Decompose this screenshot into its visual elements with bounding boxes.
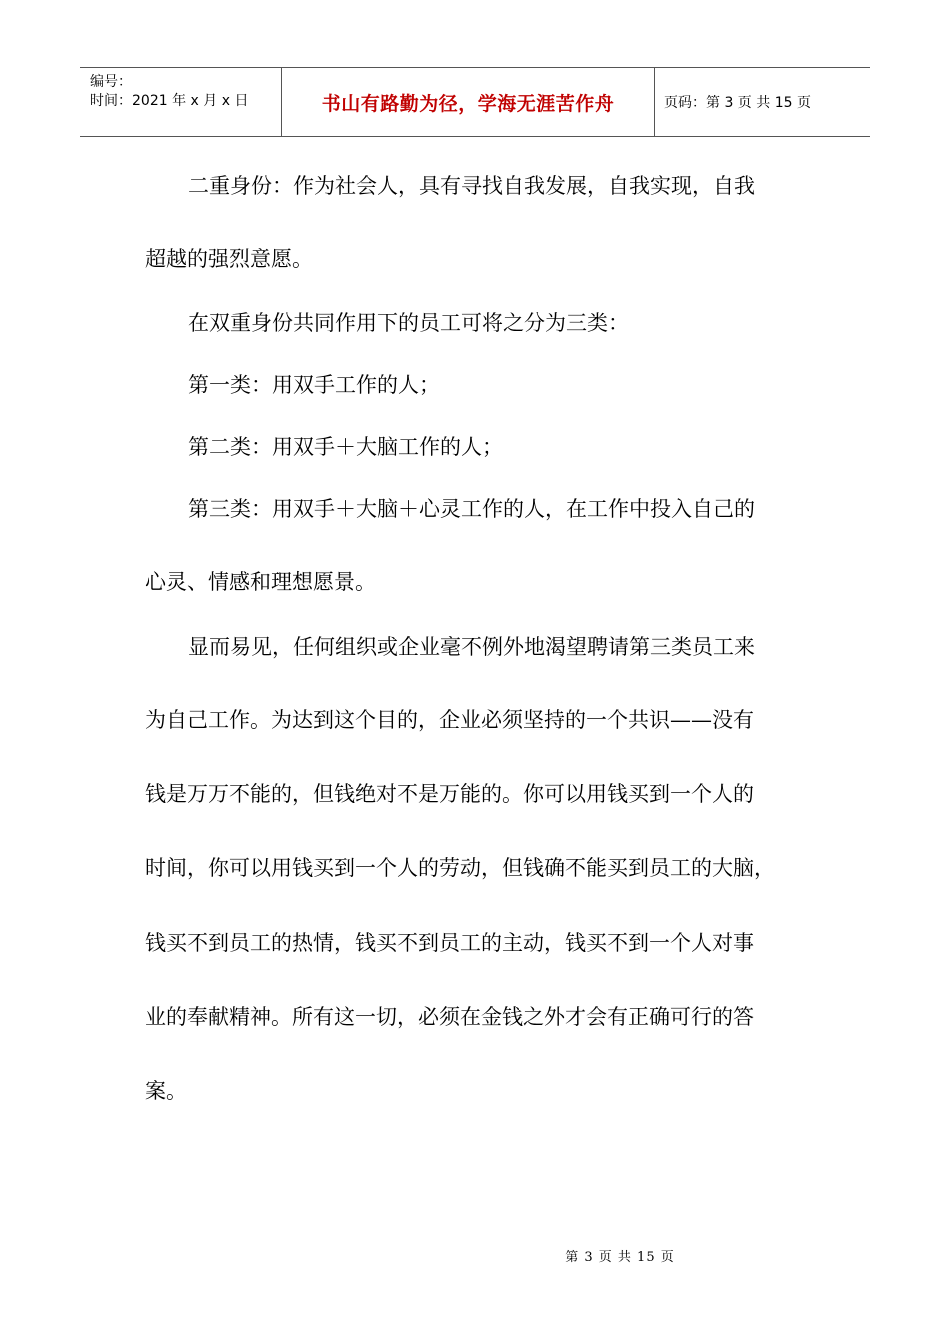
body-line: 钱买不到员工的热情，钱买不到员工的主动，钱买不到一个人对事 xyxy=(145,931,754,955)
page-header xyxy=(80,67,870,137)
document-number-label: 编号： xyxy=(90,74,132,90)
header-page-info: 页码：第 3 页 共 15 页 xyxy=(664,95,811,111)
body-line: 时间，你可以用钱买到一个人的劳动，但钱确不能买到员工的大脑， xyxy=(145,856,775,880)
body-line: 第一类：用双手工作的人； xyxy=(188,373,440,397)
body-line: 显而易见，任何组织或企业毫不例外地渴望聘请第三类员工来 xyxy=(188,635,755,659)
footer-page-number: 第 3 页 共 15 页 xyxy=(565,1250,675,1265)
body-line: 第三类：用双手＋大脑＋心灵工作的人，在工作中投入自己的 xyxy=(188,497,755,521)
header-meta xyxy=(80,68,280,136)
body-line: 案。 xyxy=(145,1079,187,1103)
body-line: 超越的强烈意愿。 xyxy=(145,247,313,271)
body-line: 心灵、情感和理想愿景。 xyxy=(145,570,376,594)
header-page-cell xyxy=(654,68,870,136)
body-line: 钱是万万不能的，但钱绝对不是万能的。你可以用钱买到一个人的 xyxy=(145,782,754,806)
header-motto: 书山有路勤为径，学海无涯苦作舟 xyxy=(321,92,615,115)
document-date-label: 时间：2021 年 x 月 x 日 xyxy=(90,93,249,109)
page-footer xyxy=(0,1246,950,1265)
body-line: 业的奉献精神。所有这一切，必须在金钱之外才会有正确可行的答 xyxy=(145,1005,754,1029)
body-line: 为自己工作。为达到这个目的，企业必须坚持的一个共识——没有 xyxy=(145,708,754,732)
header-motto-cell xyxy=(281,68,655,136)
body-line: 在双重身份共同作用下的员工可将之分为三类： xyxy=(188,311,629,335)
body-line: 第二类：用双手＋大脑工作的人； xyxy=(188,435,503,459)
body-line: 二重身份：作为社会人，具有寻找自我发展，自我实现，自我 xyxy=(188,174,755,198)
